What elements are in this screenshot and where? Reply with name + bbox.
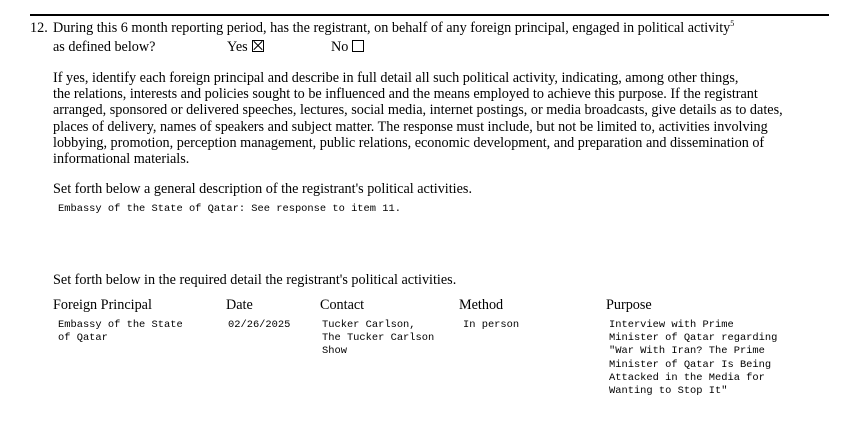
instructions-line: informational materials. — [53, 151, 190, 168]
general-description-response: Embassy of the State of Qatar: See response to item 11. — [58, 203, 401, 215]
instructions-line: places of delivery, names of speakers and subject matter. The response must include, but not be limited to, activities involving — [53, 118, 768, 135]
instructions-line: lobbying, promotion, perception management, public relations, economic development, and preparation and dissemination of — [53, 134, 765, 151]
instructions-line: arranged, sponsored or delivered speeches, lectures, social media, internet postings, or media broadcasts, give details as to dates, — [53, 102, 783, 119]
yes-label: Yes — [227, 39, 248, 55]
question-number: 12. — [30, 20, 48, 36]
detail-label: Set forth below in the required detail the registrant's political activities. — [53, 272, 457, 288]
top-rule — [30, 14, 829, 16]
header-method: Method — [459, 297, 504, 313]
cell-foreign-principal — [58, 319, 183, 345]
header-date: Date — [226, 297, 253, 313]
cell-method: In person — [463, 319, 520, 331]
header-foreign-principal: Foreign Principal — [53, 297, 152, 313]
cell-line: The Tucker Carlson — [322, 332, 435, 345]
general-description-label: Set forth below a general description of the registrant's political activities. — [53, 181, 472, 197]
cell-line: Show — [322, 345, 347, 358]
header-contact: Contact — [320, 297, 365, 313]
yes-checkbox[interactable] — [252, 40, 264, 52]
yes-option[interactable] — [227, 39, 264, 55]
instructions-line: If yes, identify each foreign principal and describe in full detail all such political activity, indicating, among other things, — [53, 70, 739, 86]
cell-line: Attacked in the Media for — [609, 371, 765, 384]
instructions-paragraph — [53, 70, 833, 167]
question-text-line1: During this 6 month reporting period, has the registrant, on behalf of any foreign principal, engaged in political activity$^5$ — [53, 19, 735, 36]
question-text-line2: as defined below? — [53, 39, 156, 55]
cell-line: Minister of Qatar Is Being — [609, 358, 772, 371]
no-label: No — [331, 39, 349, 55]
no-option[interactable] — [331, 39, 364, 55]
no-checkbox[interactable] — [352, 40, 364, 52]
cell-line: "War With Iran? The Prime — [609, 345, 765, 358]
cell-line: Minister of Qatar regarding — [609, 332, 778, 345]
header-purpose: Purpose — [606, 297, 652, 313]
cell-line: Wanting to Stop It" — [609, 385, 728, 398]
cell-line: of Qatar — [58, 332, 108, 345]
cell-purpose — [609, 319, 777, 398]
footnote-marker: 5 — [730, 19, 735, 28]
cell-line: Embassy of the State — [58, 319, 183, 331]
cell-line: Tucker Carlson, — [322, 319, 416, 331]
cell-contact — [322, 319, 434, 359]
cell-line: Interview with Prime — [609, 319, 734, 331]
cell-date: 02/26/2025 — [228, 319, 291, 331]
instructions-line: the relations, interests and policies sought to be influenced and the means employed to achieve this purpose. If the registrant — [53, 86, 758, 103]
